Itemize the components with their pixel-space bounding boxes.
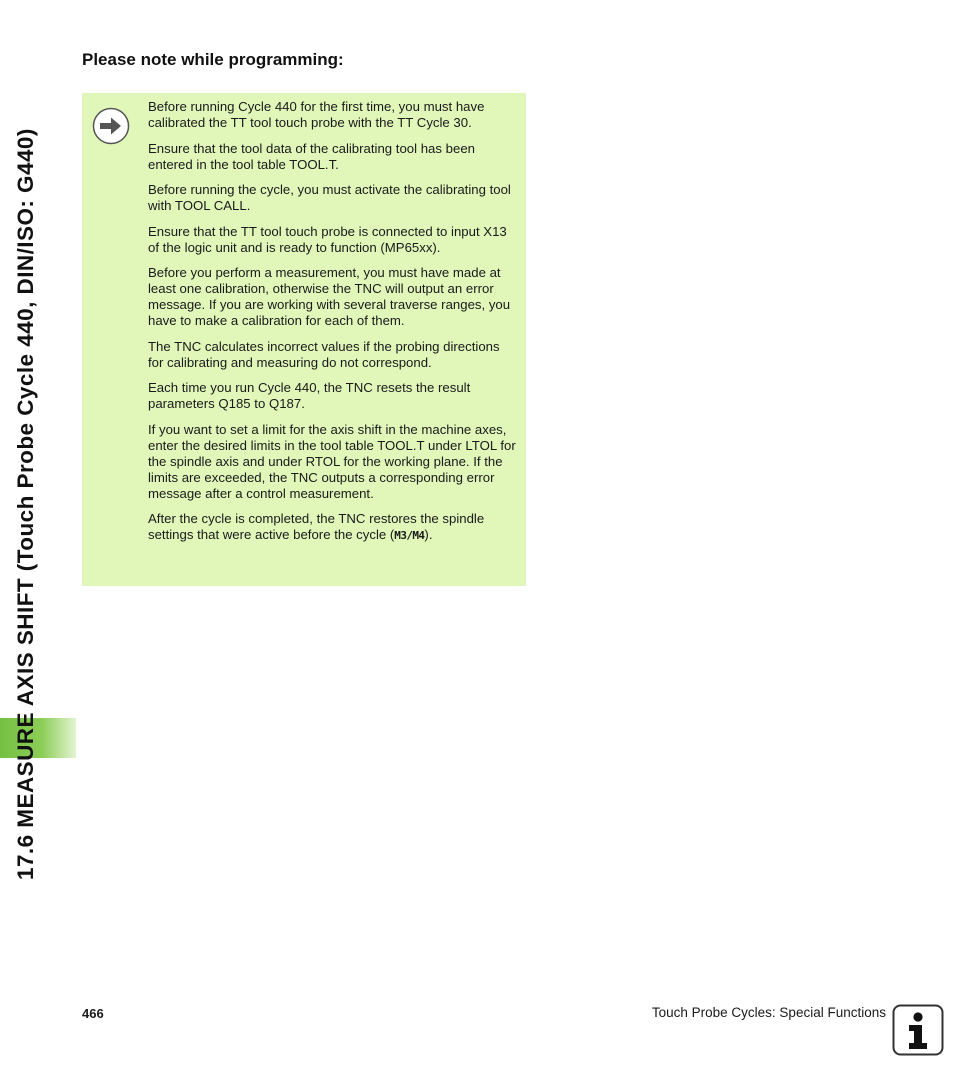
- footer-chapter-name: Touch Probe Cycles: Special Functions: [651, 1005, 886, 1020]
- note-paragraph-last: [148, 511, 518, 544]
- note-paragraph: Ensure that the tool data of the calibrating tool has been entered in the tool table TOOL.T.: [148, 140, 475, 172]
- note-paragraph: The TNC calculates incorrect values if the probing directions for calibrating and measuring do not correspond.: [148, 338, 500, 370]
- section-heading: Please note while programming:: [82, 50, 344, 69]
- sidebar-chapter-title: 17.6 MEASURE AXIS SHIFT (Touch Probe Cycle 440, DIN/ISO: G440): [13, 128, 38, 880]
- note-paragraph: Before running Cycle 440 for the first time, you must have calibrated the TT tool touch probe with the TT Cycle 30.: [148, 99, 485, 130]
- info-icon[interactable]: [892, 1004, 944, 1056]
- note-paragraph: Before running the cycle, you must activate the calibrating tool with TOOL CALL.: [148, 182, 511, 213]
- note-text-after: ).: [424, 527, 433, 542]
- arrow-right-icon: [92, 107, 130, 145]
- note-paragraph: If you want to set a limit for the axis shift in the machine axes, enter the desired limits in the tool table TOOL.T under LTOL for the spindle axis and under RTOL for the working plane. If the limits are exceeded, the TNC outputs a corresponding error message after a control measurement.: [148, 421, 516, 501]
- note-text-before: After the cycle is completed, the TNC restores the spindle settings that were active before the cycle (: [148, 511, 485, 542]
- note-box: [82, 93, 526, 586]
- code-m3-m4: M3/M4: [394, 529, 425, 542]
- page-number: 466: [82, 1006, 104, 1021]
- note-paragraph: Each time you run Cycle 440, the TNC resets the result parameters Q185 to Q187.: [148, 380, 471, 411]
- note-text: [148, 99, 518, 554]
- note-paragraph: Before you perform a measurement, you must have made at least one calibration, otherwise the TNC will output an error message. If you are working with several traverse ranges, you have to make a calibration for each of them.: [148, 265, 511, 328]
- note-paragraph: Ensure that the TT tool touch probe is connected to input X13 of the logic unit and is ready to function (MP65xx).: [148, 223, 507, 255]
